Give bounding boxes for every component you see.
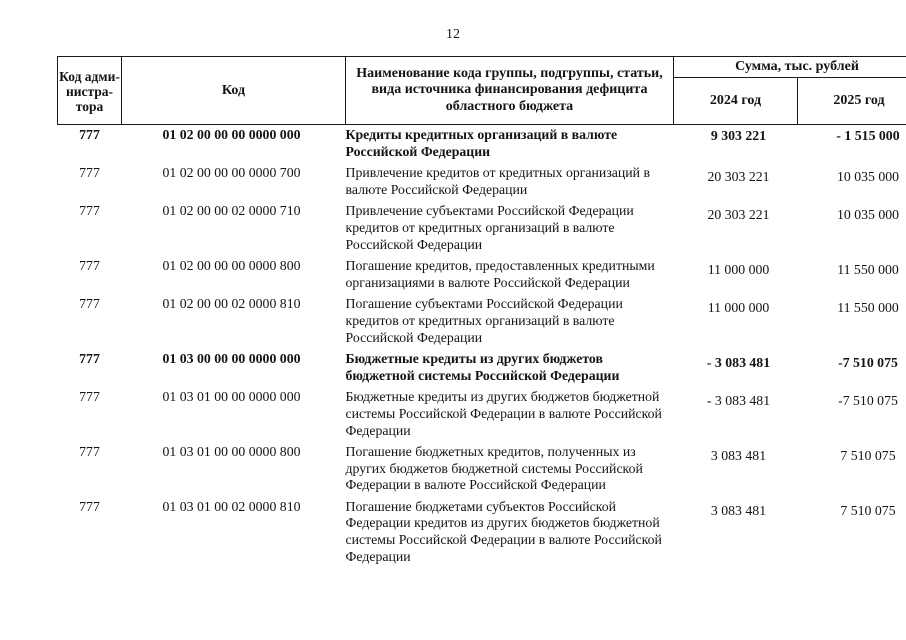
cell-sum-2024: - 3 083 481 [706,355,771,371]
cell-sum-2024: - 3 083 481 [706,393,771,409]
financing-table-wrapper [57,56,906,570]
cell-name: Бюджетные кредиты из других бюджетов бюджетной системы Российской Федерации [345,351,620,383]
cell-admin-code: 777 [79,127,100,142]
cell-admin-code: 777 [79,203,100,219]
cell-sum-2025: 7 510 075 [840,448,896,464]
header-name: Наименование кода группы, подгруппы, статьи, вида источника финансирования дефицита областного бюджета [346,57,674,125]
table-row [58,125,906,166]
header-year-2025: 2025 год [798,78,906,125]
cell-admin-code: 777 [79,444,100,460]
cell-sum-2025: 11 550 000 [837,300,899,316]
cell-admin-code: 777 [79,258,100,274]
cell-name: Погашение бюджетных кредитов, полученных из других бюджетов бюджетной системы Российской Федерации в валюте Российской Федерации [345,444,643,493]
cell-sum-2025: 10 035 000 [836,207,900,223]
table-row [58,351,906,389]
cell-name: Погашение бюджетами субъектов Российской Федерации кредитов из других бюджетов бюджетной системы Российской Федерации в валюте Российской Федерации [345,498,662,564]
cell-admin-code: 777 [79,165,100,181]
cell-sum-2025: - 1 515 000 [836,128,900,143]
cell-sum-2024: 3 083 481 [710,502,767,518]
table-body [58,125,906,571]
cell-sum-2025: 11 550 000 [837,262,899,278]
cell-admin-code: 777 [79,351,100,367]
cell-sum-2025: 7 510 075 [840,502,896,518]
cell-sum-2024: 11 000 000 [707,300,770,316]
cell-sum-2024: 20 303 221 [707,207,770,223]
cell-name: Погашение субъектами Российской Федерации кредитов от кредитных организаций в валюте Российской Федерации [345,296,623,345]
cell-code: 01 02 00 00 00 0000 000 [162,127,301,142]
cell-code: 01 02 00 00 02 0000 710 [162,203,301,219]
header-admin-code: Код адми-нистра-тора [58,57,122,125]
header-sum: Сумма, тыс. рублей [674,57,906,78]
table-row [58,499,906,570]
cell-sum-2025: 10 035 000 [836,169,900,185]
cell-code: 01 03 01 00 00 0000 800 [162,444,301,460]
cell-name: Бюджетные кредиты из других бюджетов бюджетной системы Российской Федерации в валюте Российской Федерации [345,389,662,438]
cell-sum-2025: -7 510 075 [838,355,898,371]
cell-code: 01 02 00 00 00 0000 700 [162,165,301,181]
cell-admin-code: 777 [79,389,100,405]
cell-admin-code: 777 [79,296,100,312]
header-code: Код [122,57,346,125]
cell-sum-2024: 20 303 221 [707,169,770,185]
table-row [58,203,906,258]
financing-sources-table [57,56,906,570]
table-row [58,389,906,444]
cell-name: Кредиты кредитных организаций в валюте Российской Федерации [345,127,618,159]
cell-code: 01 02 00 00 00 0000 800 [162,258,301,274]
table-row [58,165,906,203]
cell-code: 01 03 01 00 00 0000 000 [162,389,301,405]
table-header [58,57,906,125]
header-year-2024: 2024 год [674,78,798,125]
cell-sum-2024: 11 000 000 [707,262,770,278]
table-row [58,296,906,351]
cell-code: 01 03 00 00 00 0000 000 [162,351,301,367]
table-row [58,258,906,296]
page-number: 12 [446,27,460,42]
cell-code: 01 03 01 00 02 0000 810 [162,498,301,514]
cell-code: 01 02 00 00 02 0000 810 [162,296,301,312]
cell-name: Привлечение субъектами Российской Федерации кредитов от кредитных организаций в валюте Российской Федерации [345,203,634,252]
cell-sum-2024: 3 083 481 [710,448,767,464]
cell-name: Привлечение кредитов от кредитных организаций в валюте Российской Федерации [345,165,651,197]
cell-admin-code: 777 [79,498,100,514]
cell-sum-2025: -7 510 075 [838,393,898,409]
table-row [58,444,906,499]
cell-sum-2024: 9 303 221 [710,128,767,143]
cell-name: Погашение кредитов, предоставленных кредитными организациями в валюте Российской Федерации [345,258,655,290]
